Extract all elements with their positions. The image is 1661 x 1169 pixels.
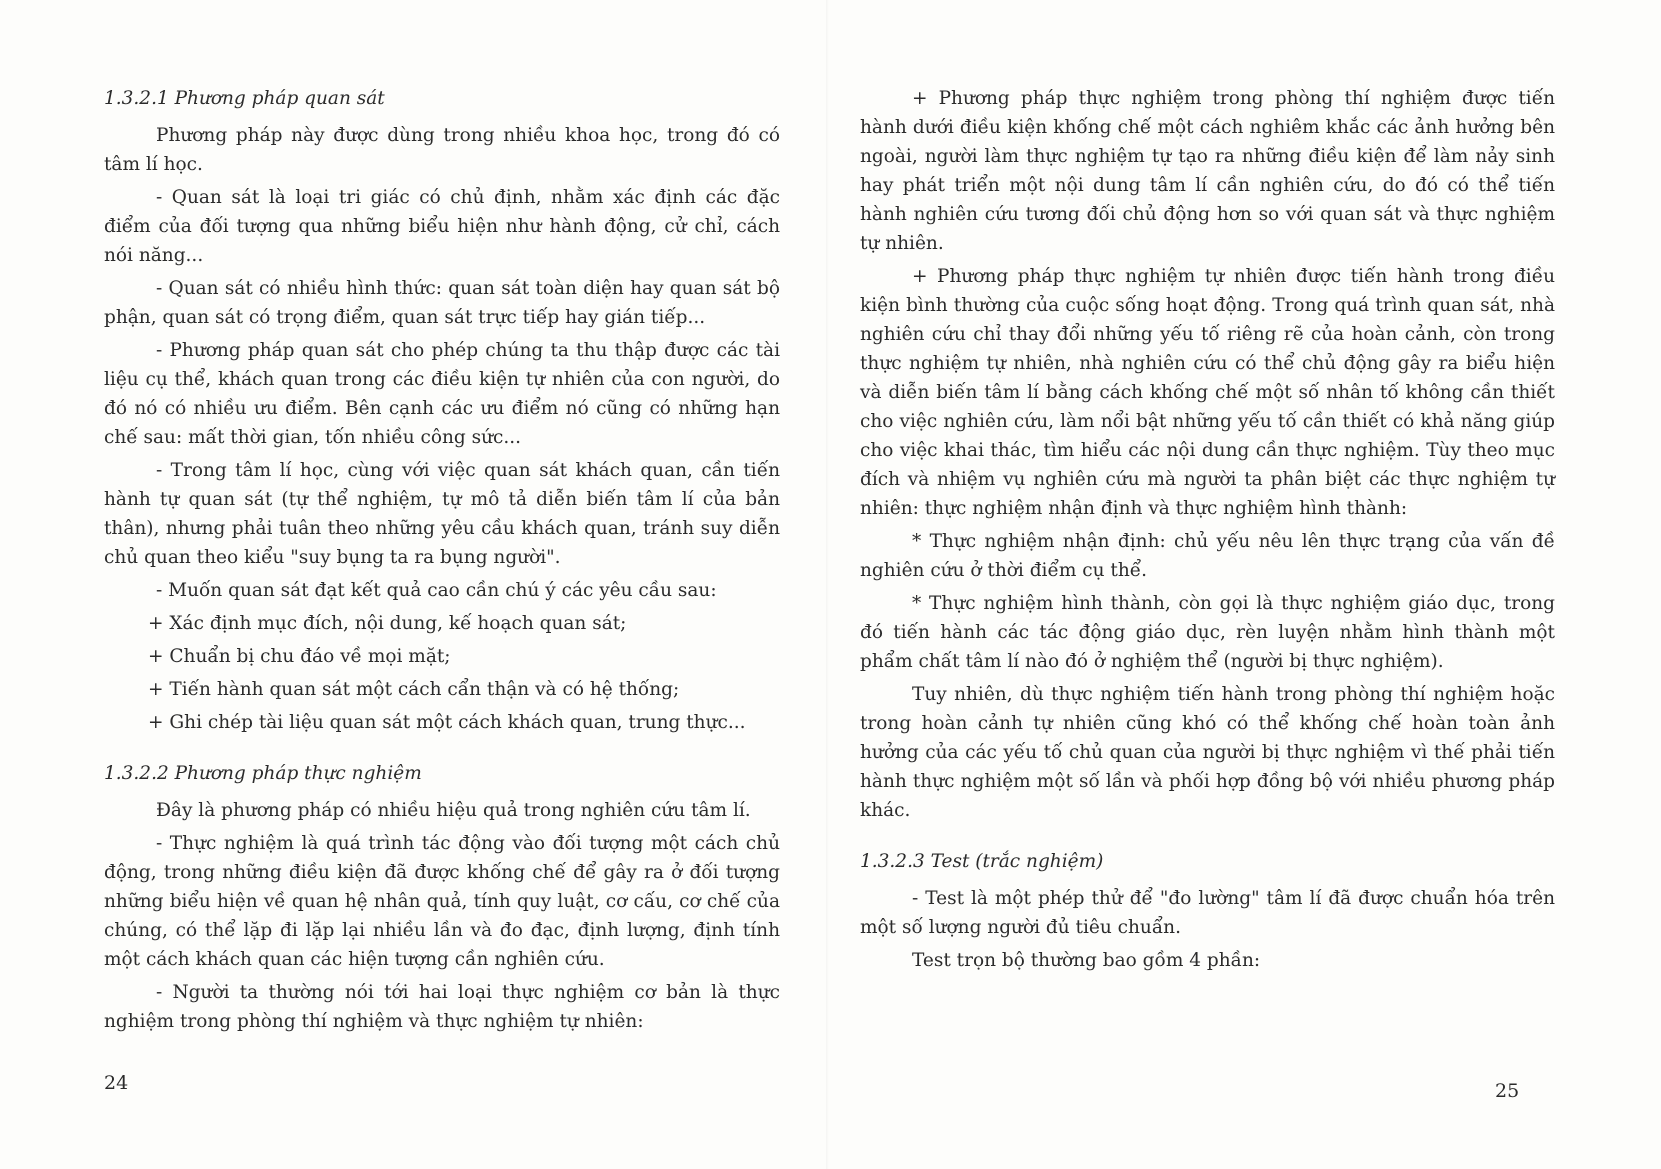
paragraph: * Thực nghiệm nhận định: chủ yếu nêu lên thực trạng của vấn đề nghiên cứu ở thời điểm cụ thể.: [860, 531, 1555, 581]
paragraph: Test trọn bộ thường bao gồm 4 phần:: [912, 950, 1261, 971]
paragraph: - Quan sát có nhiều hình thức: quan sát toàn diện hay quan sát bộ phận, quan sát có trọng điểm, quan sát trực tiếp hay gián tiếp...: [104, 278, 780, 328]
left-page: [0, 0, 830, 1169]
paragraph: - Phương pháp quan sát cho phép chúng ta thu thập được các tài liệu cụ thể, khách quan trong các điều kiện tự nhiên của con người, do đó nó có nhiều ưu điểm. Bên cạnh các ưu điểm nó cũng có những hạn chế sau: mất thời gian, tốn nhiều công sức...: [104, 340, 780, 448]
right-text-column: [860, 84, 1555, 979]
right-page: [830, 0, 1661, 1169]
list-item: + Xác định mục đích, nội dung, kế hoạch quan sát;: [148, 613, 627, 634]
section-heading-observation: 1.3.2.1 Phương pháp quan sát: [104, 88, 385, 109]
paragraph: - Quan sát là loại tri giác có chủ định, nhằm xác định các đặc điểm của đối tượng qua những biểu hiện như hành động, cử chỉ, cách nói năng...: [104, 187, 780, 266]
list-item: + Ghi chép tài liệu quan sát một cách khách quan, trung thực...: [148, 712, 746, 733]
paragraph: Phương pháp này được dùng trong nhiều khoa học, trong đó có tâm lí học.: [104, 125, 780, 175]
paragraph: - Người ta thường nói tới hai loại thực nghiệm cơ bản là thực nghiệm trong phòng thí nghiệm và thực nghiệm tự nhiên:: [104, 982, 780, 1032]
section-heading-experiment: 1.3.2.2 Phương pháp thực nghiệm: [104, 763, 422, 784]
page-number: 24: [104, 1072, 129, 1094]
paragraph: - Thực nghiệm là quá trình tác động vào đối tượng một cách chủ động, trong những điều kiện đã được khống chế để gây ra ở đối tượng những biểu hiện về quan hệ nhân quả, tính quy luật, cơ cấu, cơ chế của chúng, có thể lặp đi lặp lại nhiều lần và đo đạc, định lượng, định tính một cách khách quan các hiện tượng cần nghiên cứu.: [104, 833, 780, 970]
left-text-column: [104, 84, 780, 1040]
paragraph: + Phương pháp thực nghiệm trong phòng thí nghiệm được tiến hành dưới điều kiện khống chế một cách nghiêm khắc các ảnh hưởng bên ngoài, người làm thực nghiệm tự tạo ra những điều kiện để làm nảy sinh hay phát triển một nội dung tâm lí cần nghiên cứu, do đó có thể tiến hành nghiên cứu tương đối chủ động hơn so với quan sát và thực nghiệm tự nhiên.: [860, 88, 1555, 254]
list-item: + Chuẩn bị chu đáo về mọi mặt;: [148, 646, 451, 667]
paragraph: - Muốn quan sát đạt kết quả cao cần chú ý các yêu cầu sau:: [156, 580, 717, 601]
page-number: 25: [1495, 1080, 1520, 1102]
paragraph: - Trong tâm lí học, cùng với việc quan sát khách quan, cần tiến hành tự quan sát (tự thể nghiệm, tự mô tả diễn biến tâm lí của bản thân), nhưng phải tuân theo những yêu cầu khách quan, tránh suy diễn chủ quan theo kiểu "suy bụng ta ra bụng người".: [104, 460, 780, 568]
paragraph: - Test là một phép thử để "đo lường" tâm lí đã được chuẩn hóa trên một số lượng người đủ tiêu chuẩn.: [860, 888, 1555, 938]
section-heading-test: 1.3.2.3 Test (trắc nghiệm): [860, 851, 1104, 872]
paragraph: * Thực nghiệm hình thành, còn gọi là thực nghiệm giáo dục, trong đó tiến hành các tác động giáo dục, rèn luyện nhằm hình thành một phẩm chất tâm lí nào đó ở nghiệm thể (người bị thực nghiệm).: [860, 593, 1555, 672]
list-item: + Tiến hành quan sát một cách cẩn thận và có hệ thống;: [148, 679, 680, 700]
paragraph: Tuy nhiên, dù thực nghiệm tiến hành trong phòng thí nghiệm hoặc trong hoàn cảnh tự nhiên cũng khó có thể khống chế hoàn toàn ảnh hưởng của các yếu tố chủ quan của người bị thực nghiệm vì thế phải tiến hành thực nghiệm một số lần và phối hợp đồng bộ với nhiều phương pháp khác.: [860, 684, 1555, 821]
paragraph: Đây là phương pháp có nhiều hiệu quả trong nghiên cứu tâm lí.: [156, 800, 751, 821]
paragraph: + Phương pháp thực nghiệm tự nhiên được tiến hành trong điều kiện bình thường của cuộc sống hoạt động. Trong quá trình quan sát, nhà nghiên cứu chỉ thay đổi những yếu tố riêng rẽ của hoàn cảnh, còn trong thực nghiệm tự nhiên, nhà nghiên cứu có thể chủ động gây ra biểu hiện và diễn biến tâm lí bằng cách khống chế một số nhân tố không cần thiết cho việc nghiên cứu, làm nổi bật những yếu tố cần thiết có khả năng giúp cho việc khai thác, tìm hiểu các nội dung cần thực nghiệm. Tùy theo mục đích và nhiệm vụ nghiên cứu mà người ta phân biệt các thực nghiệm tự nhiên: thực nghiệm nhận định và thực nghiệm hình thành:: [860, 266, 1555, 519]
